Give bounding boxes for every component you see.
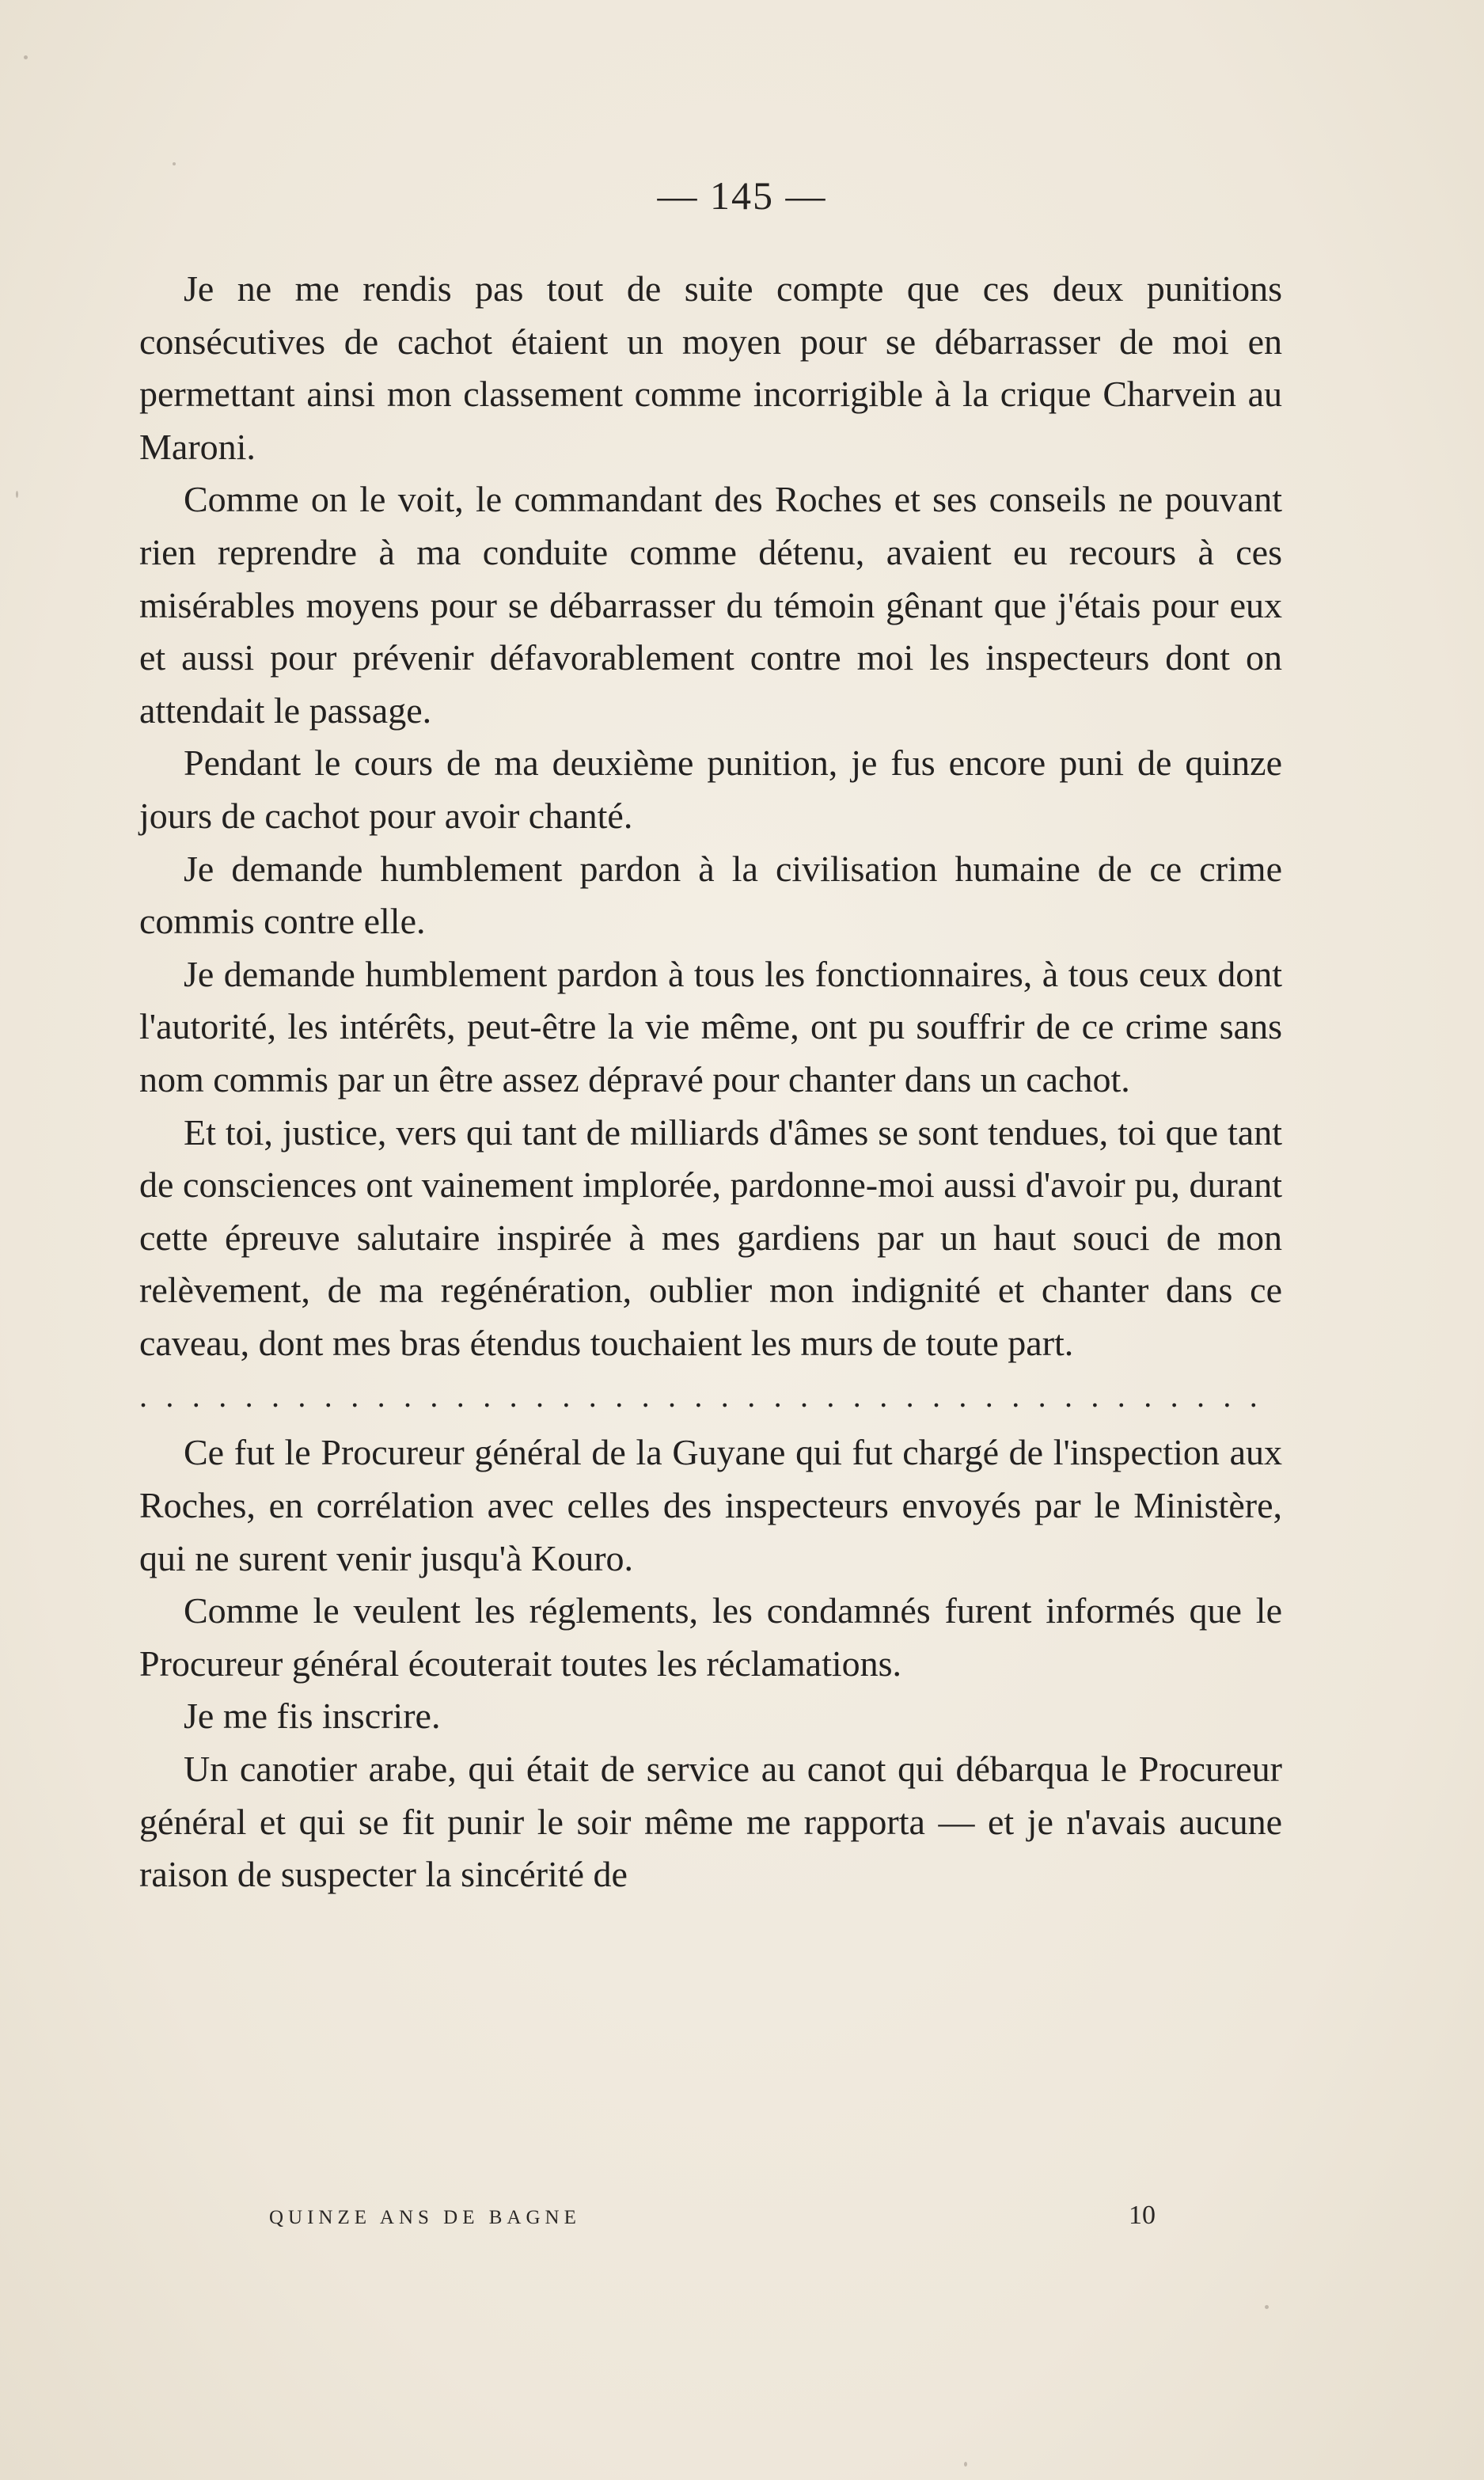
- paragraph: Un canotier arabe, qui était de service au canot qui débarqua le Procureur général et qui se fit punir le soir même me rapporta — et je n'avais aucune raison de suspecter la sincérité de: [139, 1749, 1282, 1895]
- page-number: — 145 —: [657, 173, 827, 218]
- paragraph: Je ne me rendis pas tout de suite compte que ces deux punitions consécutives de cachot étaient un moyen pour se débarrasser de moi en permettant ainsi mon classement comme incorrigible à la crique Charvein au Maroni.: [139, 268, 1282, 467]
- paragraph: Je demande humblement pardon à la civilisation humaine de ce crime commis contre elle.: [139, 848, 1282, 942]
- paragraph: Ce fut le Procureur général de la Guyane qui fut chargé de l'inspection aux Roches, en corrélation avec celles des inspecteurs envoyés par le Ministère, qui ne surent venir jusqu'à Kouro.: [139, 1432, 1282, 1578]
- paragraph: Je me fis inscrire.: [184, 1696, 441, 1737]
- paragraph: Pendant le cours de ma deuxième punition, je fus encore puni de quinze jours de cachot pour avoir chanté.: [139, 742, 1282, 836]
- sheet-number: 10: [1129, 2201, 1156, 2230]
- paper-speck: [173, 162, 176, 165]
- paper-speck: [964, 2462, 967, 2467]
- paragraph: Je demande humblement pardon à tous les fonctionnaires, à tous ceux dont l'autorité, les intérêts, peut-être la vie même, ont pu souffrir de ce crime sans nom commis par un être assez dépravé pour chanter dans un cachot.: [139, 953, 1282, 1099]
- signature-mark: QUINZE ANS DE BAGNE: [269, 2207, 581, 2228]
- paper-speck: [24, 55, 28, 59]
- section-separator: ...........................................: [139, 1378, 1277, 1415]
- body-text: [139, 263, 1282, 1901]
- paragraph: Comme on le voit, le commandant des Roches et ses conseils ne pouvant rien reprendre à ma conduite comme détenu, avaient eu recours à ces misérables moyens pour se débarrasser du témoin gênant que j'étais pour eux et aussi pour prévenir défavorablement contre moi les inspecteurs dont on attendait le passage.: [139, 479, 1282, 731]
- paragraph: Et toi, justice, vers qui tant de milliards d'âmes se sont tendues, toi que tant de consciences ont vainement implorée, pardonne-moi aussi d'avoir pu, durant cette épreuve salutaire inspirée à mes gardiens par un haut souci de mon relèvement, de ma regénération, oublier mon indignité et chanter dans ce caveau, dont mes bras étendus touchaient les murs de toute part.: [139, 1111, 1282, 1363]
- paper-speck: [16, 491, 18, 498]
- paper-speck: [1265, 2305, 1269, 2309]
- paragraph: Comme le veulent les réglements, les condamnés furent informés que le Procureur général écouterait toutes les réclamations.: [139, 1590, 1282, 1684]
